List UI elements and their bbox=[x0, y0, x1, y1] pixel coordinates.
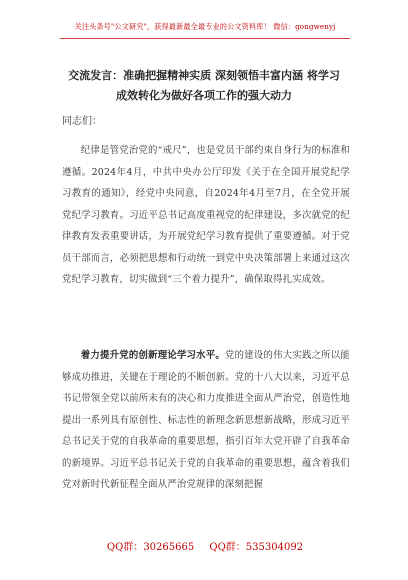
document-title bbox=[58, 66, 350, 106]
page-footer bbox=[60, 538, 350, 553]
footer-qq-group-1: QQ群：30265665 bbox=[106, 542, 195, 553]
paragraph-2-text: 党的建设的伟大实践之所以能够成功推进，关键在于理论的不断创新。党的十八大以来，习近平总书记带领全党以前所未有的决心和力度推进全面从严治党，创造性地提出一系列具有原创性、标志性的新理念新思想新战略，形成习近平总书记关于党的自我革命的重要思想，指引百年大党开辟了自我革命的新境界。习近平总书记关于党的自我革命的重要思想，蕴含着我们党对新时代新征程全面从严治党规律的深刻把握 bbox=[62, 350, 350, 490]
header-divider bbox=[60, 38, 350, 39]
footer-qq-group-2: QQ群：535304092 bbox=[209, 542, 304, 553]
body-paragraph-1: 纪律是管党治党的“戒尺”，也是党员干部约束自身行为的标准和遵循。2024年4月，中共中央办公厅印发《关于在全国开展党纪学习教育的通知》，经党中央同意，自2024年4月至7月，在全党开展党纪学习教育。习近平总书记高度重视党的纪律建设，多次就党的纪律教育发表重要讲话，为开展党纪学习教育提供了重要遵循。对于党员干部而言，必须把思想和行动统一到党中央决策部署上来通过这次党纪学习教育，切实做到“三个着力提升”，确保取得扎实成效。 bbox=[62, 145, 350, 285]
salutation: 同志们： bbox=[62, 116, 102, 127]
title-line-2: 成效转化为做好各项工作的强大动力 bbox=[116, 89, 292, 102]
body-paragraph-2 bbox=[62, 345, 350, 496]
page-header-banner: 关注头条号"公文研究"，获得最新最全最专业的公文资料库！ 微信：gongwenyj bbox=[74, 22, 336, 31]
title-line-1: 交流发言：准确把握精神实质 深刻领悟丰富内涵 将学习 bbox=[68, 69, 340, 82]
paragraph-heading: 着力提升党的创新理论学习水平。 bbox=[80, 350, 226, 361]
